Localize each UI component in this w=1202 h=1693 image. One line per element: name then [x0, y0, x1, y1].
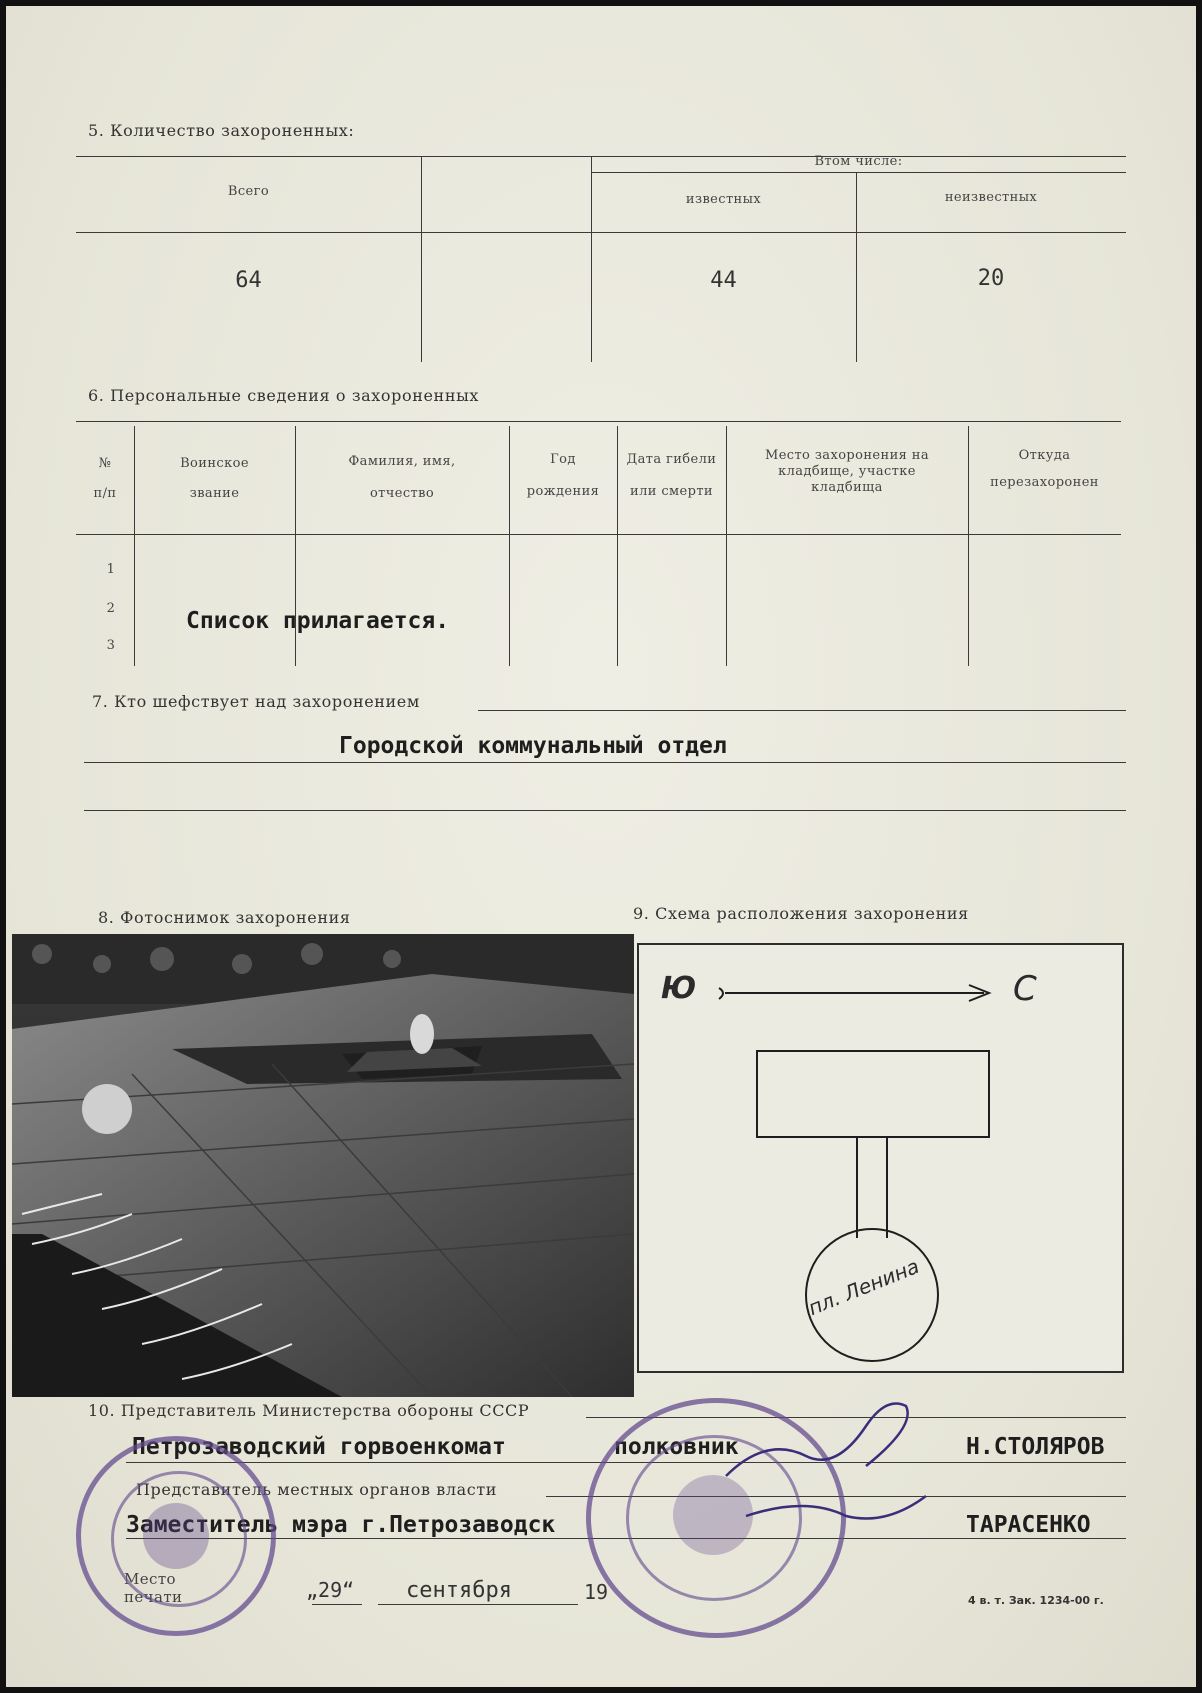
date-day: „29“	[306, 1578, 355, 1602]
hdr-name: Фамилия, имя, отчество	[348, 454, 456, 501]
military-org: Петрозаводский горвоенкомат	[132, 1434, 506, 1460]
section7-title: 7. Кто шефствует над захоронением	[92, 692, 420, 711]
signature-icon	[706, 1386, 966, 1546]
hdr-no: № п/п	[93, 456, 117, 501]
hdr-birth-year: Год рождения	[526, 452, 600, 499]
divider	[378, 1604, 578, 1605]
local-authority-title: Представитель местных органов власти	[136, 1480, 498, 1499]
hdr-burial-place: Место захоронения на кладбище, участке кладбища	[764, 448, 930, 495]
signatory-2: ТАРАСЕНКО	[966, 1512, 1091, 1538]
hdr-death-date: Дата гибели или смерти	[626, 452, 717, 499]
total-count: 64	[235, 268, 262, 293]
divider	[591, 156, 592, 362]
north-label: С	[1013, 969, 1037, 1009]
col-total-header: Всего	[227, 184, 270, 199]
signatory-1: Н.СТОЛЯРОВ	[966, 1434, 1105, 1460]
rank: полковник	[614, 1434, 739, 1460]
divider	[76, 421, 1121, 422]
divider	[591, 172, 1126, 173]
lenin-square-label: пл. Ленина	[804, 1253, 923, 1321]
unknown-count: 20	[977, 266, 1005, 291]
memorial-photo	[12, 934, 634, 1397]
row-number: 2	[106, 601, 116, 616]
divider	[84, 762, 1126, 763]
divider	[421, 156, 422, 362]
military-commissariat-seal	[76, 1436, 276, 1636]
print-code: 4 в. т. Зак. 1234-00 г.	[968, 1594, 1104, 1607]
known-count: 44	[710, 268, 737, 293]
local-position: Заместитель мэра г.Петрозаводск	[126, 1512, 556, 1538]
divider	[84, 810, 1126, 811]
row-number: 1	[106, 562, 116, 577]
section5-title: 5. Количество захороненных:	[88, 121, 355, 140]
hdr-reburied-from: Откуда перезахоронен	[990, 448, 1099, 490]
date-month: сентября	[406, 1578, 512, 1603]
hdr-rank: Воинское звание	[180, 456, 249, 501]
section10-title: 10. Представитель Министерства обороны СССР	[88, 1401, 530, 1420]
divider	[312, 1604, 362, 1605]
section6-title: 6. Персональные сведения о захороненных	[88, 386, 480, 405]
col-known-header: известных	[685, 192, 762, 207]
date-year: 19	[584, 1580, 609, 1604]
emblem-icon	[143, 1503, 209, 1569]
col-including-header: Втом числе:	[814, 154, 903, 169]
divider	[478, 710, 1126, 711]
section8-title: 8. Фотоснимок захоронения	[98, 908, 351, 927]
south-label: Ю	[661, 971, 697, 1006]
divider	[76, 232, 1126, 233]
section9-title: 9. Схема расположения захоронения	[633, 904, 969, 923]
location-scheme	[637, 943, 1124, 1373]
divider	[76, 534, 1121, 535]
col-unknown-header: неизвестных	[944, 190, 1038, 205]
row-number: 3	[106, 638, 116, 653]
patron-org: Городской коммунальный отдел	[339, 733, 727, 759]
list-attached-note: Список прилагается.	[186, 608, 450, 634]
seal-place-label: Место печати	[124, 1570, 183, 1606]
